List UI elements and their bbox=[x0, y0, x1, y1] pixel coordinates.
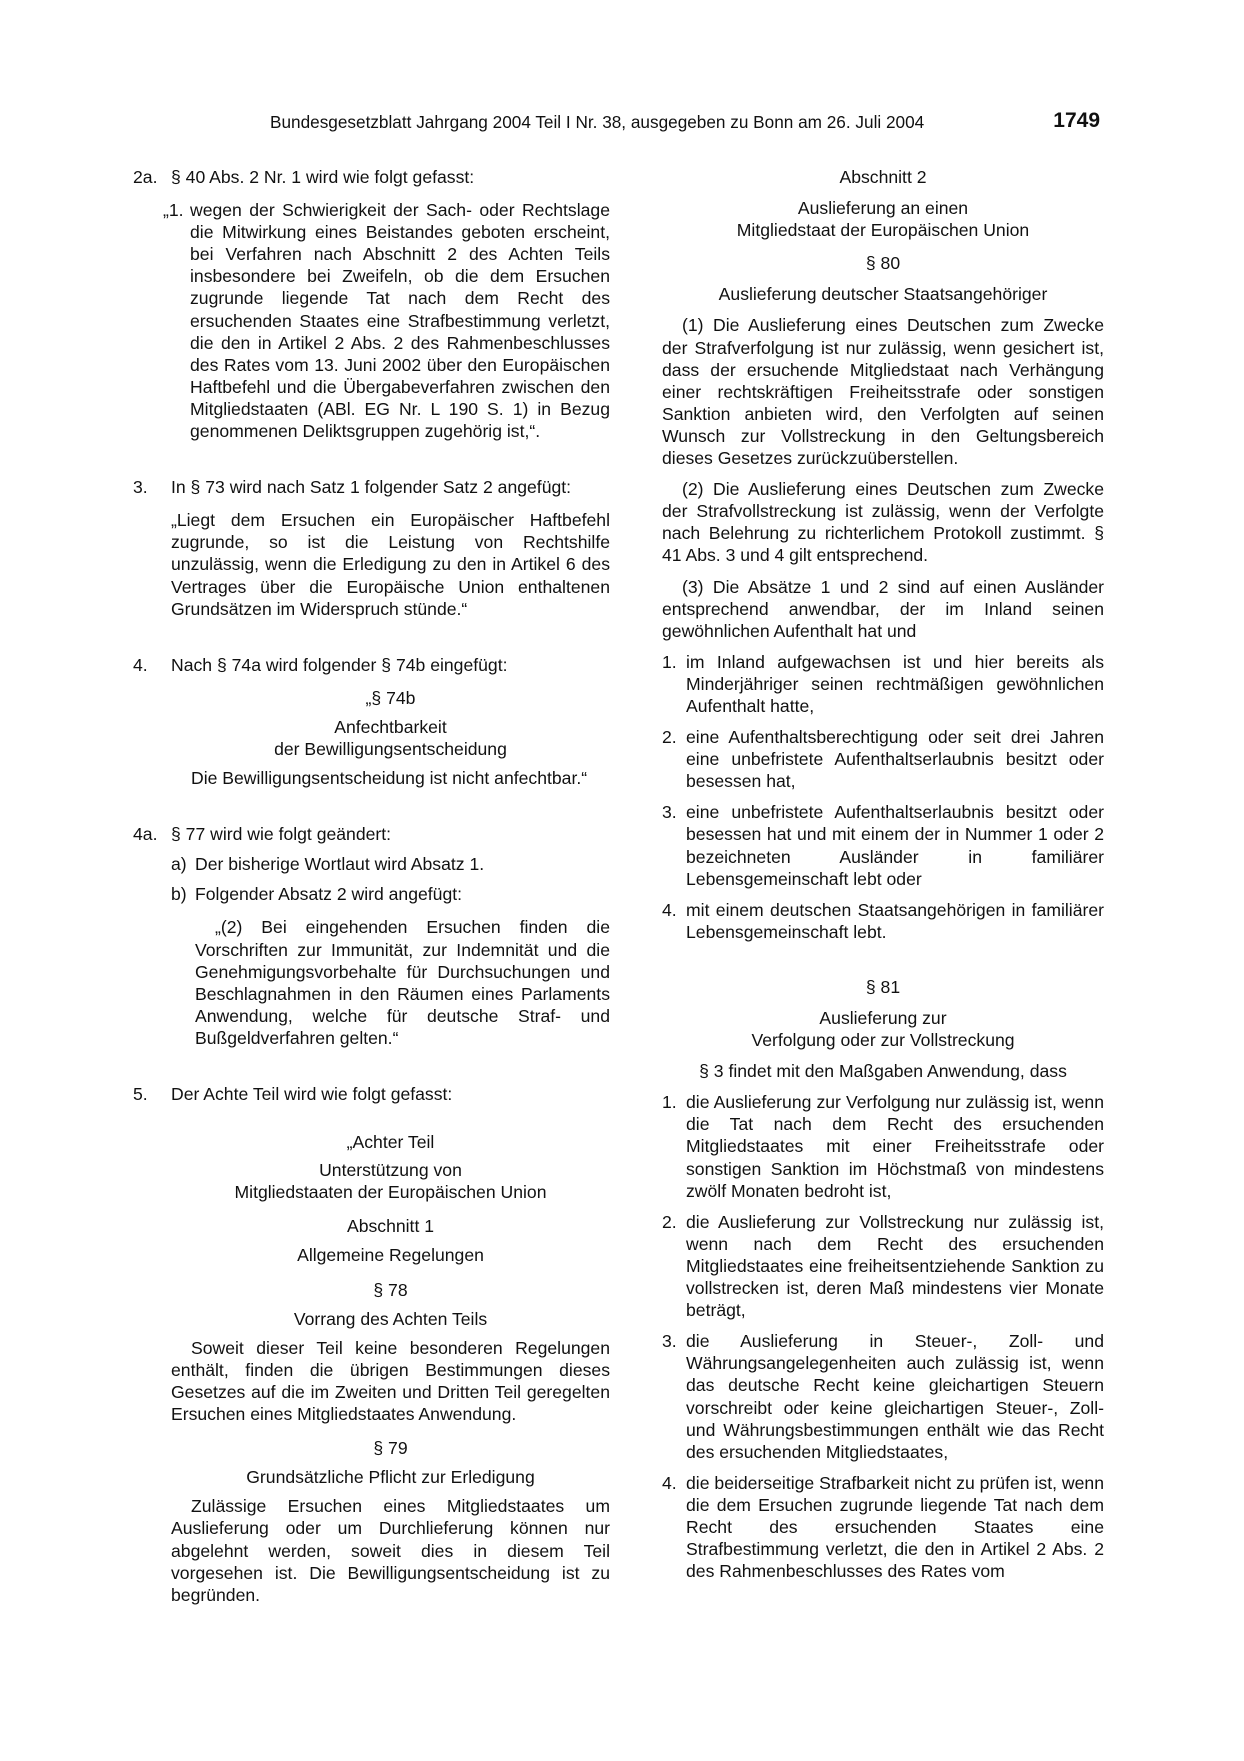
list-number: 1. bbox=[662, 1092, 677, 1113]
quoted-text: „Liegt dem Ersuchen ein Europäischer Haftbefehl zugrunde, so ist die Leistung von Rechtshilfe unzulässig, wenn die Erledigung zu den in Artikel 6 des Vertrages über die Europäische Union enthaltenen Grundsätzen im Widerspruch stünde.“ bbox=[171, 510, 610, 619]
abschnitt-title: Allgemeine Regelungen bbox=[297, 1245, 484, 1266]
section-number: § 80 bbox=[865, 253, 901, 274]
list-text: mit einem deutschen Staatsangehörigen in familiärer Lebensgemeinschaft lebt. bbox=[686, 899, 1104, 942]
sub-item-b bbox=[133, 883, 610, 905]
sub-text: Folgender Absatz 2 wird angefügt: bbox=[195, 884, 463, 905]
quote-number: „1. bbox=[163, 200, 184, 221]
list-item bbox=[662, 899, 1104, 943]
list-item bbox=[662, 1091, 1104, 1201]
list-text: eine unbefristete Aufenthaltserlaubnis besitzt oder besessen hat und mit einem der in Nummer 1 oder 2 bezeichneten Ausländer in familiärer Lebensgemeinschaft lebt oder bbox=[686, 802, 1104, 889]
abschnitt-title: Mitgliedstaat der Europäischen Union bbox=[736, 220, 1030, 241]
section-number: § 78 bbox=[373, 1279, 408, 1300]
section-heading: Vorrang des Achten Teils bbox=[293, 1308, 488, 1329]
section-number: „§ 74b bbox=[365, 687, 416, 708]
paragraph: § 3 findet mit den Maßgaben Anwendung, dass bbox=[699, 1061, 1067, 1082]
section-body: Zulässige Ersuchen eines Mitgliedstaates um Auslieferung oder um Durchlieferung können nur abgelehnt werden, soweit dies in diesem Teil vorgesehen ist. Die Bewilligungsentscheidung ist zu begründen. bbox=[171, 1496, 610, 1605]
part-title: „Achter Teil bbox=[346, 1132, 435, 1153]
paragraph: (3) Die Absätze 1 und 2 sind auf einen Ausländer entsprechend anwendbar, der im Inland seinen gewöhnlichen Aufenthalt hat und bbox=[662, 576, 1104, 641]
item-text: § 77 wird wie folgt geändert: bbox=[171, 824, 392, 845]
quoted-provision bbox=[133, 199, 610, 442]
amendment-3 bbox=[133, 476, 610, 498]
section-heading: der Bewilligungsentscheidung bbox=[274, 738, 507, 759]
list-item bbox=[662, 1472, 1104, 1582]
list-number: 3. bbox=[662, 1331, 677, 1352]
sub-text: Der bisherige Wortlaut wird Absatz 1. bbox=[195, 854, 485, 875]
list-text: die Auslieferung in Steuer-, Zoll- und Währungsangelegenheiten auch zulässig ist, wenn das deutsche Recht keine gleichartigen Steuern vorschreibt oder keine gleichartigen Steuer-, Zoll- und Währungsbestimmungen enthält wie das Recht des ersuchenden Mitgliedstaates, bbox=[686, 1331, 1104, 1462]
section-body: Die Bewilligungsentscheidung ist nicht anfechtbar.“ bbox=[191, 768, 588, 789]
list-item bbox=[662, 801, 1104, 889]
list-number: 1. bbox=[662, 651, 677, 672]
amendment-4 bbox=[133, 654, 610, 676]
list-item bbox=[662, 726, 1104, 792]
item-text: In § 73 wird nach Satz 1 folgender Satz 2 angefügt: bbox=[171, 477, 572, 498]
item-number: 3. bbox=[133, 477, 148, 498]
sub-letter: b) bbox=[171, 884, 187, 905]
sub-letter: a) bbox=[171, 854, 187, 875]
list-item bbox=[662, 651, 1104, 717]
list-text: die beiderseitige Strafbarkeit nicht zu prüfen ist, wenn die dem Ersuchen zugrunde liegende Tat nach dem Recht des ersuchenden Staates eine Strafbestimmung verletzt, die den in Artikel 2 Abs. 2 des Rahmenbeschlusses des Rates vom bbox=[686, 1472, 1104, 1582]
section-heading: Verfolgung oder zur Vollstreckung bbox=[751, 1030, 1015, 1051]
section-heading: Anfechtbarkeit bbox=[334, 716, 447, 737]
section-heading: Grundsätzliche Pflicht zur Erledigung bbox=[246, 1467, 535, 1488]
list-text: die Auslieferung zur Vollstreckung nur zulässig ist, wenn nach dem Recht des ersuchenden Mitgliedstaates eine freiheitsentziehende Sanktion zu vollstrecken ist, deren Maß mindestens vier Monate beträgt, bbox=[686, 1211, 1104, 1321]
sub-item-a bbox=[133, 853, 610, 875]
paragraph: (1) Die Auslieferung eines Deutschen zum Zwecke der Strafverfolgung ist nur zulässig, wenn gesichert ist, dass der ersuchende Mitgliedstaat nach Verhängung einer rechtskräftigen Freiheitsstrafe oder sonstigen Sanktion anbieten wird, den Verfolgten auf seinen Wunsch zur Vollstreckung in den Geltungsbereich dieses Gesetzes zurückzuüberstellen. bbox=[662, 315, 1104, 469]
item-text: Nach § 74a wird folgender § 74b eingefügt: bbox=[171, 654, 508, 675]
item-number: 2a. bbox=[133, 167, 158, 187]
quote-text: wegen der Schwierigkeit der Sach- oder Rechtslage die Mitwirkung eines Beistandes geboten erscheint, bei Verfahren nach Abschnitt 2 des Achten Teils insbesondere bei Zweifeln, ob die dem Ersuchen zugrunde liegende Tat nach dem Recht des ersuchenden Staates eine Strafbestimmung verletzt, die den in Artikel 2 Abs. 2 des Rahmenbeschlusses des Rates vom 13. Juni 2002 über den Europäischen Haftbefehl und die Übergabeverfahren zwischen den Mitgliedstaaten (ABl. EG Nr. L 190 S. 1) in Bezug genommenen Deliktsgruppen zugehörig ist,“. bbox=[190, 200, 610, 442]
right-column bbox=[662, 166, 1104, 1582]
list-number: 3. bbox=[662, 802, 677, 823]
part-subtitle: Unterstützung von bbox=[319, 1160, 462, 1181]
amendment-2a bbox=[133, 166, 610, 188]
list-number: 2. bbox=[662, 727, 677, 748]
amendment-5 bbox=[133, 1083, 610, 1105]
item-number: 5. bbox=[133, 1084, 148, 1104]
item-number: 4. bbox=[133, 654, 148, 675]
section-number: § 79 bbox=[373, 1438, 408, 1459]
list-text: eine Aufenthaltsberechtigung oder seit drei Jahren eine unbefristete Aufenthaltserlaubnis besitzt oder besessen hat, bbox=[686, 727, 1104, 792]
paragraph: (2) Die Auslieferung eines Deutschen zum Zwecke der Strafvollstreckung ist zulässig, wenn der Verfolgte nach Belehrung zu richterlichem Protokoll zustimmt. § 41 Abs. 3 und 4 gilt entsprechend. bbox=[662, 479, 1104, 566]
item-text: Der Achte Teil wird wie folgt gefasst: bbox=[171, 1084, 453, 1104]
abschnitt-label: Abschnitt 2 bbox=[839, 167, 927, 187]
list-text: die Auslieferung zur Verfolgung nur zulässig ist, wenn die Tat nach dem Recht des ersuchenden Mitgliedstaates mit einer Freiheitsstrafe oder sonstigen Sanktion im Höchstmaß von mindestens zwölf Monaten bedroht ist, bbox=[686, 1092, 1104, 1201]
list-number: 4. bbox=[662, 899, 677, 920]
section-heading: Auslieferung zur bbox=[819, 1008, 947, 1028]
section-body: Soweit dieser Teil keine besonderen Regelungen enthält, finden die übrigen Bestimmungen dieses Gesetzes auf die im Zweiten und Dritten Teil geregelten Ersuchen eines Mitgliedstaates Anwendung. bbox=[171, 1337, 610, 1425]
running-title: Bundesgesetzblatt Jahrgang 2004 Teil I Nr. 38, ausgegeben zu Bonn am 26. Juli 2004 bbox=[270, 112, 925, 132]
list-text: im Inland aufgewachsen ist und hier bereits als Minderjähriger seinen rechtmäßigen gewöhnlichen Aufenthalt hatte, bbox=[686, 651, 1104, 716]
list-item bbox=[662, 1330, 1104, 1463]
item-number: 4a. bbox=[133, 824, 158, 845]
left-column bbox=[133, 166, 610, 1606]
page-number: 1749 bbox=[1053, 109, 1100, 132]
abschnitt-label: Abschnitt 1 bbox=[346, 1216, 435, 1237]
page-header bbox=[270, 111, 1100, 137]
amendment-4a bbox=[133, 823, 610, 845]
abschnitt-title: Auslieferung an einen bbox=[797, 198, 969, 219]
section-number: § 81 bbox=[865, 976, 901, 997]
list-number: 2. bbox=[662, 1211, 677, 1232]
quoted-text: „(2) Bei eingehenden Ersuchen finden die Vorschriften zur Immunität, zur Indemnität und die Genehmigungsvorbehalte für Durchsuchungen und Beschlagnahmen in den Räumen eines Parlaments Anwendung, welche für deutsche Straf- und Bußgeldverfahren gelten.“ bbox=[195, 917, 610, 1048]
list-number: 4. bbox=[662, 1472, 677, 1493]
item-text: § 40 Abs. 2 Nr. 1 wird wie folgt gefasst: bbox=[171, 167, 475, 187]
part-subtitle: Mitgliedstaaten der Europäischen Union bbox=[234, 1182, 547, 1203]
list-item bbox=[662, 1211, 1104, 1321]
section-heading: Auslieferung deutscher Staatsangehöriger bbox=[718, 284, 1048, 305]
